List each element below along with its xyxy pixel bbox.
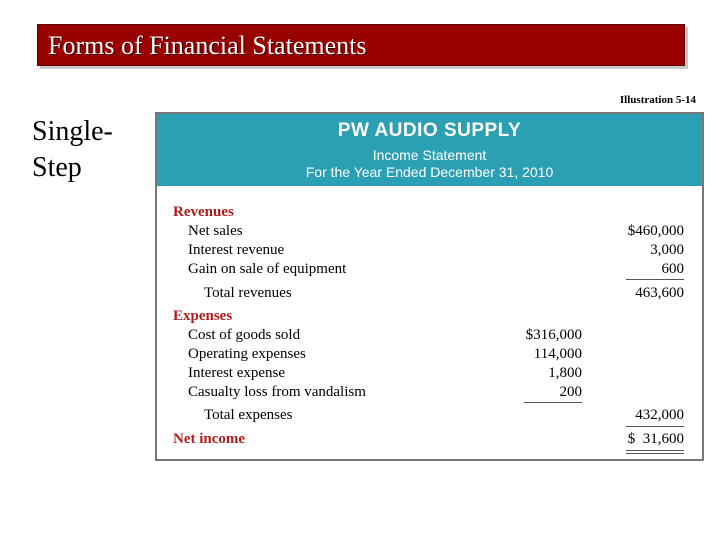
- net-income-label: Net income: [173, 431, 246, 447]
- total-rule: [626, 426, 684, 427]
- double-rule-bottom: [626, 453, 684, 454]
- side-label: [32, 114, 113, 186]
- revenue-amount: 600: [661, 261, 684, 277]
- expense-amount: $316,000: [525, 327, 582, 343]
- total-revenues-amount: 463,600: [635, 285, 684, 301]
- company-name: PW AUDIO SUPPLY: [337, 120, 522, 141]
- expense-label: Casualty loss from vandalism: [188, 384, 366, 400]
- illustration-reference: Illustration 5-14: [619, 94, 696, 106]
- subtotal-rule: [524, 402, 582, 403]
- expense-amount: 1,800: [548, 365, 582, 381]
- total-expenses-amount: 432,000: [635, 407, 684, 423]
- revenue-label: Net sales: [188, 223, 243, 239]
- expense-label: Operating expenses: [188, 346, 306, 362]
- expense-amount: 200: [559, 384, 582, 400]
- statement-header: [157, 114, 702, 186]
- side-label-line2: Step: [32, 152, 82, 183]
- revenues-heading: Revenues: [173, 204, 234, 220]
- revenue-amount: 3,000: [650, 242, 684, 258]
- subtotal-rule: [626, 279, 684, 280]
- revenue-label: Interest revenue: [188, 242, 285, 258]
- revenue-amount: $460,000: [627, 223, 684, 239]
- total-revenues-label: Total revenues: [204, 285, 292, 301]
- expense-label: Interest expense: [188, 365, 286, 381]
- side-label-line1: Single-: [32, 116, 113, 147]
- slide-title: Forms of Financial Statements: [48, 31, 367, 60]
- double-rule-top: [626, 450, 684, 451]
- total-expenses-label: Total expenses: [204, 407, 293, 423]
- net-income-amount: $ 31,600: [627, 431, 684, 447]
- expense-label: Cost of goods sold: [188, 327, 301, 343]
- income-statement-panel: [155, 112, 704, 461]
- expense-amount: 114,000: [533, 346, 582, 362]
- slide-title-bar: [37, 24, 685, 66]
- statement-period: For the Year Ended December 31, 2010: [305, 164, 554, 180]
- expenses-heading: Expenses: [173, 308, 233, 324]
- revenue-label: Gain on sale of equipment: [188, 261, 347, 277]
- statement-name: Income Statement: [372, 147, 487, 163]
